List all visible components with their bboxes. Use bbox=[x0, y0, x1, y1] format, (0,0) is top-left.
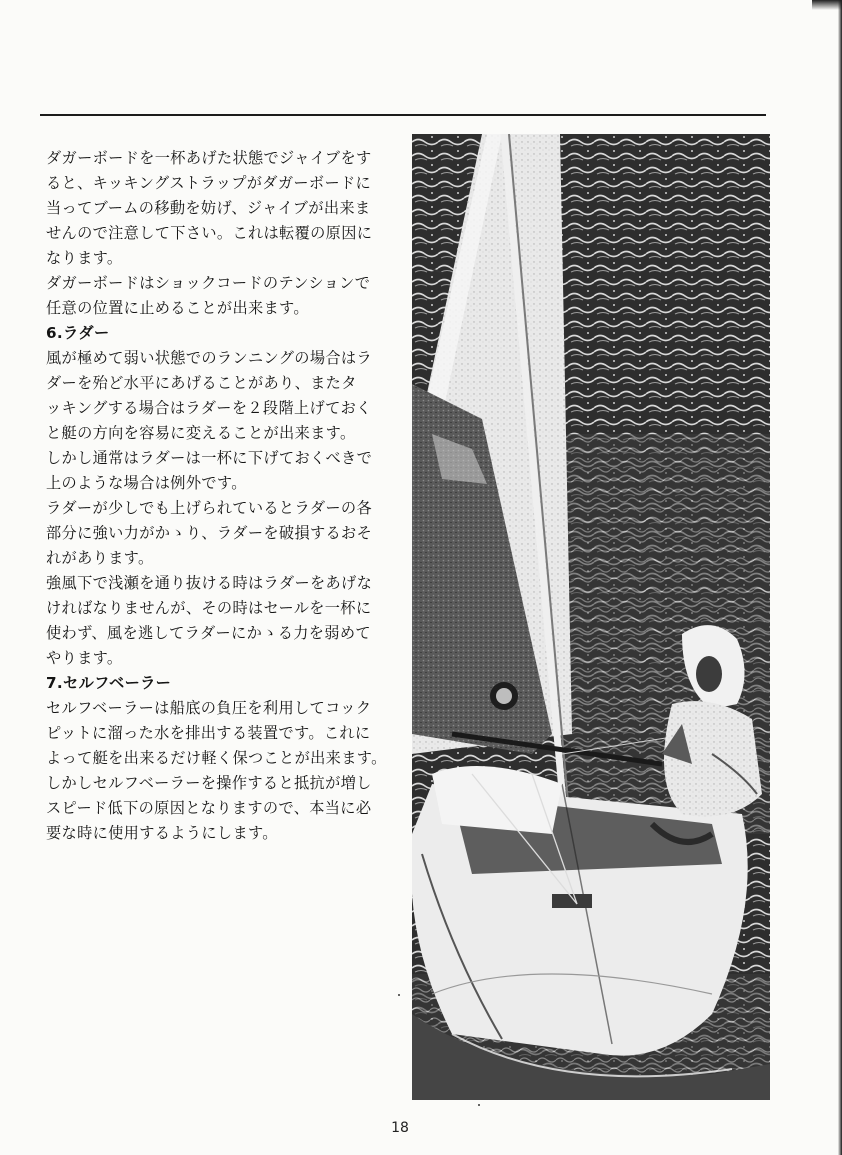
sailboat-photo-image bbox=[412, 134, 770, 1100]
text-line: ッキングする場合はラダーを２段階上げておく bbox=[46, 399, 372, 417]
sailboat-photo bbox=[412, 134, 770, 1100]
text-line: しかしセルフベーラーを操作すると抵抗が増し bbox=[46, 774, 372, 792]
page-number: 18 bbox=[391, 1120, 409, 1136]
text-line: ダーを殆ど水平にあげることがあり、またタ bbox=[46, 374, 357, 392]
text-line: 強風下で浅瀬を通り抜ける時はラダーをあげな bbox=[46, 574, 373, 592]
scan-corner-shadow bbox=[812, 0, 842, 10]
text-line: ダガーボードを一杯あげた状態でジャイブをす bbox=[46, 149, 372, 167]
text-line: ラダーが少しでも上げられているとラダーの各 bbox=[46, 499, 372, 517]
text-line: せんので注意して下さい。これは転覆の原因に bbox=[46, 224, 373, 242]
text-line: ダガーボードはショックコードのテンションで bbox=[46, 274, 371, 292]
section-heading: 6.ラダー bbox=[46, 324, 110, 342]
body-text bbox=[46, 146, 402, 846]
text-line: しかし通常はラダーは一杯に下げておくべきで bbox=[46, 449, 373, 467]
text-line: ピットに溜った水を排出する装置です。これに bbox=[46, 724, 371, 742]
text-line: やります。 bbox=[46, 649, 123, 667]
scan-speck bbox=[398, 994, 400, 996]
text-line: 任意の位置に止めることが出来ます。 bbox=[46, 299, 309, 317]
scan-speck bbox=[478, 1104, 480, 1106]
text-line: ければなりませんが、その時はセールを一杯に bbox=[46, 599, 372, 617]
text-line: と艇の方向を容易に変えることが出来ます。 bbox=[46, 424, 356, 442]
text-line: セルフベーラーは船底の負圧を利用してコック bbox=[46, 699, 372, 717]
text-line: 部分に強い力がかゝり、ラダーを破損するおそ bbox=[46, 524, 373, 542]
text-line: 当ってブームの移動を妨げ、ジャイブが出来ま bbox=[46, 199, 371, 217]
text-line: ると、キッキングストラップがダガーボードに bbox=[46, 174, 372, 192]
text-line: よって艇を出来るだけ軽く保つことが出来ます。 bbox=[46, 749, 387, 767]
text-line: れがあります。 bbox=[46, 549, 154, 567]
text-line: なります。 bbox=[46, 249, 123, 267]
text-line: 風が極めて弱い状態でのランニングの場合はラ bbox=[46, 349, 372, 367]
text-line: 上のような場合は例外です。 bbox=[46, 474, 247, 492]
text-line: スピード低下の原因となりますので、本当に必 bbox=[46, 799, 372, 817]
header-rule bbox=[40, 114, 766, 116]
scan-edge bbox=[838, 0, 842, 1155]
text-line: 使わず、風を逃してラダーにかゝる力を弱めて bbox=[46, 624, 371, 642]
section-heading: 7.セルフベーラー bbox=[46, 674, 172, 692]
text-line: 要な時に使用するようにします。 bbox=[46, 824, 278, 842]
